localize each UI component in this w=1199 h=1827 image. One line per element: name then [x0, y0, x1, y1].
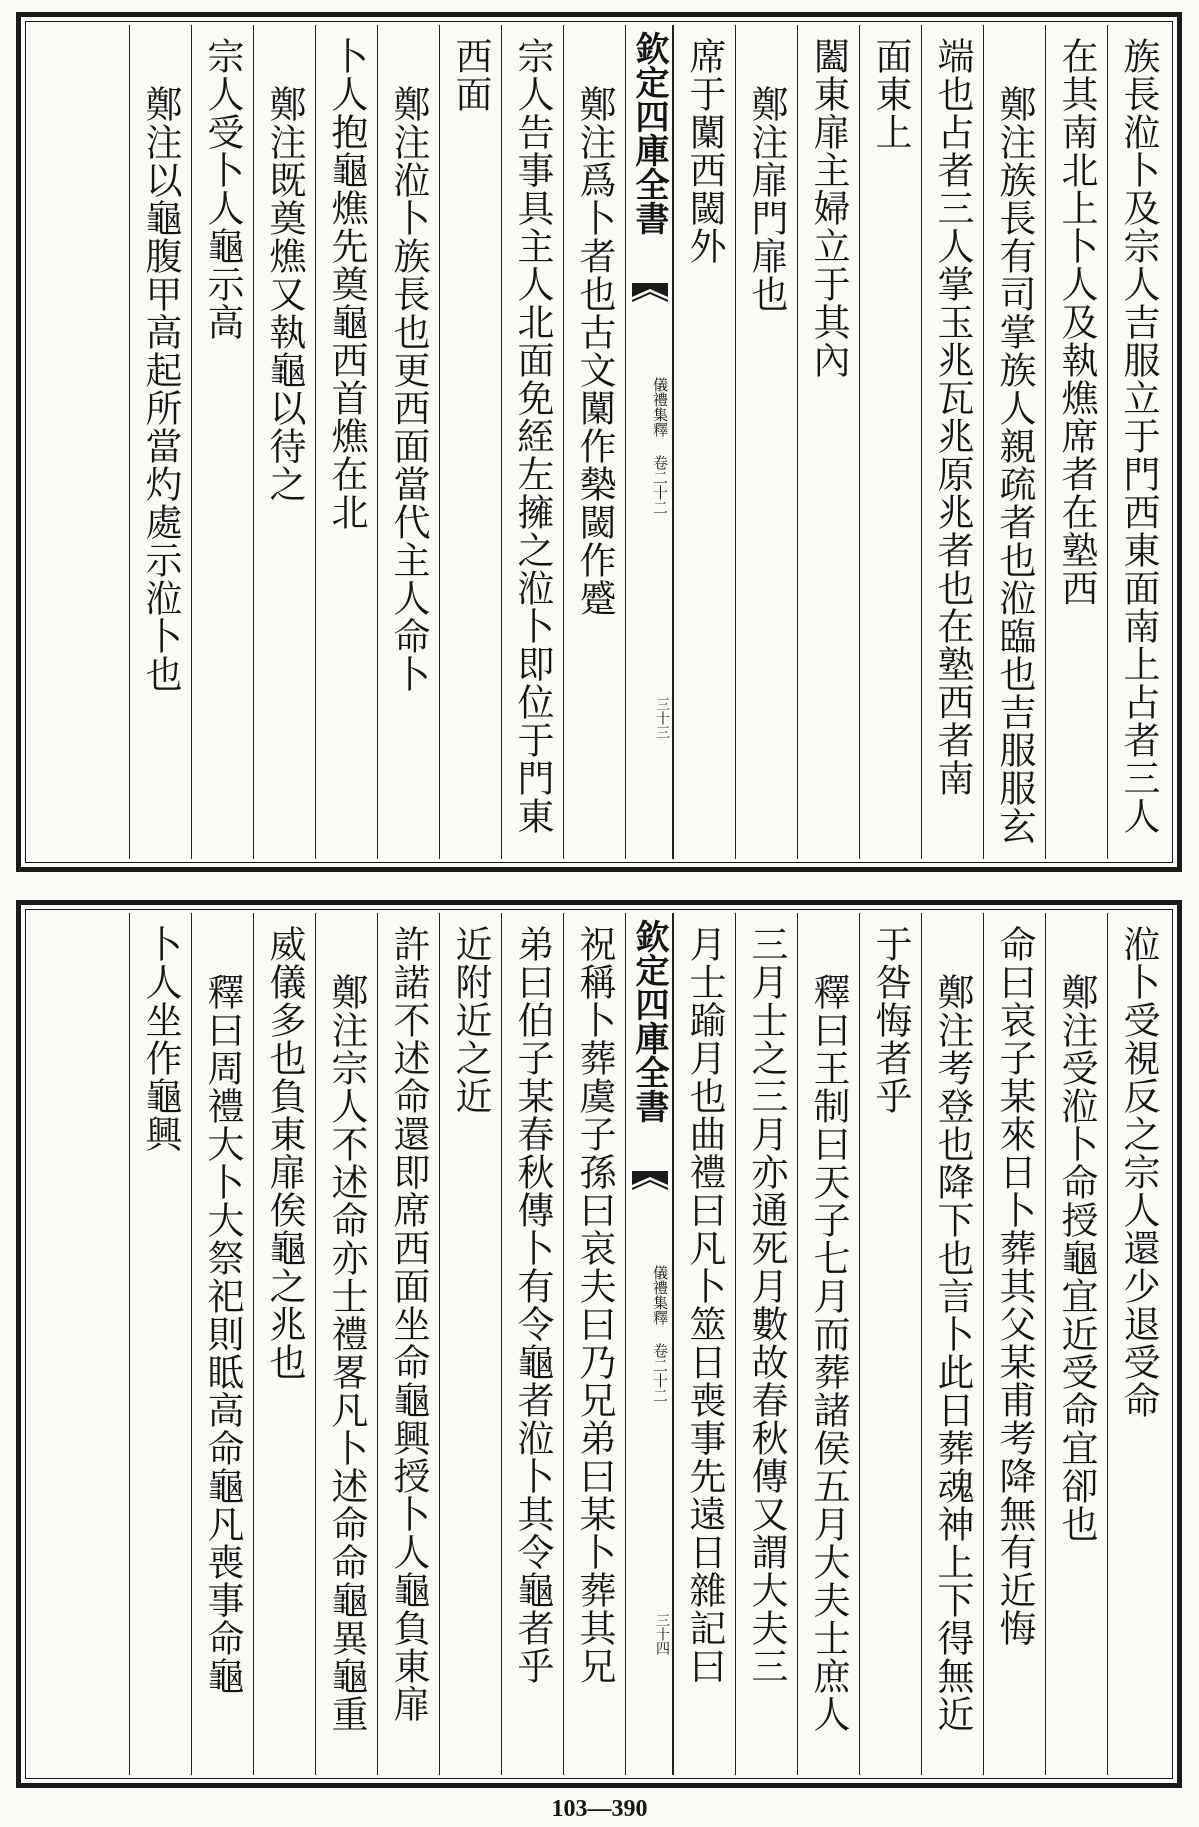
- top-page: [16, 12, 1182, 872]
- text-column: 涖卜受視反之宗人還少退受命: [1107, 913, 1169, 1775]
- margin-title: 欽定四庫全書: [629, 919, 669, 1123]
- text-column: 命曰哀子某來日卜葬其父某甫考降無有近悔: [983, 913, 1045, 1775]
- text-column: 三月士之三月亦通死月數故春秋傳又謂大夫三: [735, 913, 797, 1775]
- text-column: 宗人受卜人龜示高: [191, 25, 253, 859]
- text-column: 族長涖卜及宗人吉服立于門西東面南上占者三人: [1107, 25, 1169, 859]
- juan-label: 儀禮集釋 卷二十二: [651, 1265, 669, 1403]
- text-column: 宗人告事具主人北面免絰左擁之涖卜即位于門東: [501, 25, 563, 859]
- text-column: 端也占者三人掌玉兆瓦兆原兆者也在塾西者南: [921, 25, 983, 859]
- top-columns: [29, 25, 1169, 859]
- text-column: 近附近之近: [439, 913, 501, 1775]
- page-number: 三十四: [654, 1613, 670, 1655]
- text-column: 釋曰周禮大卜大祭祀則眡高命龜凡喪事命龜: [191, 913, 253, 1775]
- text-column: 西面: [439, 25, 501, 859]
- text-column: 釋曰王制曰天子七月而葬諸侯五月大夫士庶人: [797, 913, 859, 1775]
- fish-tail-mark-icon: [632, 1171, 668, 1201]
- text-column: 鄭注受涖卜命授龜宜近受命宜卻也: [1045, 913, 1107, 1775]
- margin-strip: [625, 25, 673, 859]
- text-column: 面東上: [859, 25, 921, 859]
- text-column: 鄭注宗人不述命亦士禮畧凡卜述命命龜異龜重: [315, 913, 377, 1775]
- margin-title: 欽定四庫全書: [629, 31, 669, 235]
- margin-strip: [625, 913, 673, 1775]
- text-column: 弟曰伯子某春秋傳卜有令龜者涖卜其令龜者乎: [501, 913, 563, 1775]
- footer-page-ref: 103—390: [551, 1796, 648, 1822]
- text-column: 鄭注扉門扉也: [735, 25, 797, 859]
- text-column: 鄭注族長有司掌族人親疏者也涖臨也吉服服玄: [983, 25, 1045, 859]
- text-column: 鄭注既奠燋又執龜以待之: [253, 25, 315, 859]
- text-column: 闔東扉主婦立于其內: [797, 25, 859, 859]
- text-column: 威儀多也負東扉俟龜之兆也: [253, 913, 315, 1775]
- text-column: 鄭注涖卜族長也更西面當代主人命卜: [377, 25, 439, 859]
- text-column: 鄭注考登也降下也言卜此日葬魂神上下得無近: [921, 913, 983, 1775]
- text-column: 于咎悔者乎: [859, 913, 921, 1775]
- text-column: 卜人抱龜燋先奠龜西首燋在北: [315, 25, 377, 859]
- text-column: 許諾不述命還即席西面坐命龜興授卜人龜負東扉: [377, 913, 439, 1775]
- bottom-columns: [29, 913, 1169, 1775]
- juan-label: 儀禮集釋 卷二十二: [651, 377, 669, 515]
- text-column: 席于闑西閾外: [673, 25, 735, 859]
- text-column: 卜人坐作龜興: [129, 913, 191, 1775]
- bottom-page: [16, 900, 1182, 1788]
- text-column: 在其南北上卜人及執燋席者在塾西: [1045, 25, 1107, 859]
- text-column: 祝稱卜葬虞子孫曰哀夫曰乃兄弟曰某卜葬其兄: [563, 913, 625, 1775]
- page-number: 三十三: [654, 697, 670, 739]
- text-column: 鄭注以龜腹甲高起所當灼處示涖卜也: [129, 25, 191, 859]
- fish-tail-mark-icon: [632, 283, 668, 313]
- text-column: 鄭注爲卜者也古文闑作槷閾作蹙: [563, 25, 625, 859]
- text-column: 月士踰月也曲禮曰凡卜筮日喪事先遠日雜記曰: [673, 913, 735, 1775]
